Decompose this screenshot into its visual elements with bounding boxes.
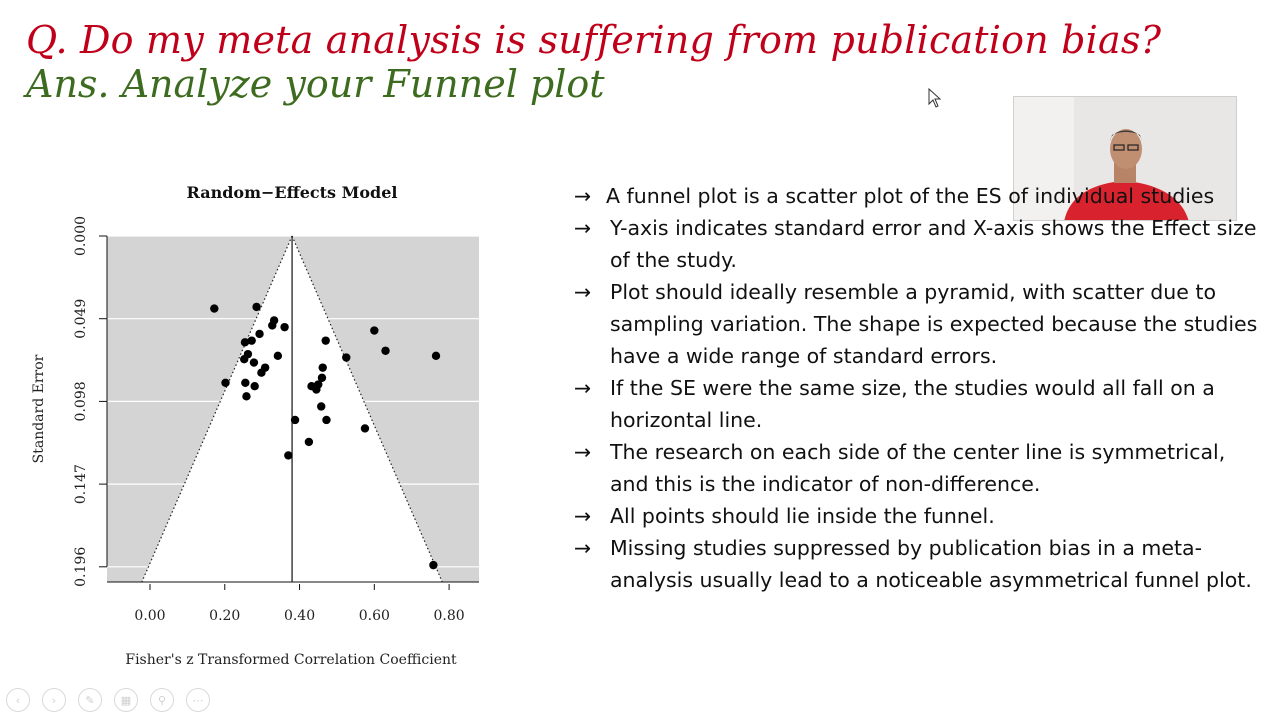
data-point [241,379,249,387]
slideshow-controls [6,688,210,714]
y-tick-label: 0.098 [73,381,89,422]
mouse-cursor-icon [928,88,942,108]
data-point [361,424,369,432]
x-tick-label: 0.20 [209,608,241,624]
y-axis-label: Standard Error [31,354,47,464]
bullet-item [574,212,1264,276]
y-tick-label: 0.147 [73,464,89,505]
slide-title-answer: Ans. Analyze your Funnel plot [26,62,605,106]
bullet-item [574,180,1264,212]
data-point [305,438,313,446]
bullet-text: Y-axis indicates standard error and X-axis shows the Effect size of the study. [610,216,1257,272]
bullet-text: Missing studies suppressed by publication bias in a meta-analysis usually lead to a noticeable asymmetrical funnel plot. [610,536,1252,592]
next-slide-icon[interactable]: › [42,688,66,712]
data-point [322,416,330,424]
data-point [257,369,265,377]
bullet-text: If the SE were the same size, the studies would all fall on a horizontal line. [610,376,1215,432]
chart-title: Random−Effects Model [186,183,398,202]
y-tick-label: 0.049 [73,298,89,339]
data-point [250,382,258,390]
bullet-item [574,436,1264,500]
data-point [322,336,330,344]
data-point [280,323,288,331]
data-point [370,326,378,334]
data-point [241,338,249,346]
bullet-text: A funnel plot is a scatter plot of the ES of individual studies [606,184,1215,208]
zoom-icon[interactable]: ⚲ [150,688,174,712]
data-point [268,321,276,329]
data-point [240,355,248,363]
bullet-list [574,180,1264,596]
data-point [291,416,299,424]
data-point [317,402,325,410]
arrow-icon: → [574,216,592,240]
x-tick-label: 0.00 [134,608,166,624]
bullet-item [574,532,1264,596]
x-tick-label: 0.40 [283,608,316,624]
bullet-text: The research on each side of the center line is symmetrical, and this is the indicator of non-difference. [610,440,1226,496]
arrow-icon: → [574,280,592,304]
x-axis-label: Fisher's z Transformed Correlation Coefficient [125,652,457,668]
data-point [429,561,437,569]
arrow-icon: → [574,504,592,528]
data-point [432,352,440,360]
bullet-text: All points should lie inside the funnel. [610,504,995,528]
pen-icon[interactable]: ✎ [78,688,102,712]
arrow-icon: → [574,376,592,400]
bullet-item [574,372,1264,436]
y-tick-label: 0.000 [73,215,89,257]
arrow-icon: → [574,536,592,560]
data-point [319,363,327,371]
more-options-icon[interactable]: ⋯ [186,688,210,712]
bullet-item [574,276,1264,372]
slide-title-question: Q. Do my meta analysis is suffering from publication bias? [26,18,1162,62]
bullet-text: Plot should ideally resemble a pyramid, with scatter due to sampling variation. The shape is expected because the studies have a wide range of standard errors. [610,280,1258,368]
data-point [242,392,250,400]
data-point [255,330,263,338]
data-point [252,303,260,311]
data-point [342,353,350,361]
x-tick-label: 0.60 [358,608,390,624]
bullet-item [574,500,1264,532]
funnel-plot-chart [20,170,500,680]
data-point [210,304,218,312]
data-point [284,451,292,459]
data-point [274,352,282,360]
x-tick-label: 0.80 [433,608,465,624]
funnel-plot-svg [20,170,500,680]
slides-grid-icon[interactable]: ▦ [114,688,138,712]
y-tick-label: 0.196 [73,546,89,587]
data-point [221,379,229,387]
data-point [250,358,258,366]
arrow-icon: → [574,440,592,464]
data-point [312,385,320,393]
arrow-icon: → [574,184,592,208]
previous-slide-icon[interactable]: ‹ [6,688,30,712]
data-point [381,347,389,355]
data-point [318,374,326,382]
